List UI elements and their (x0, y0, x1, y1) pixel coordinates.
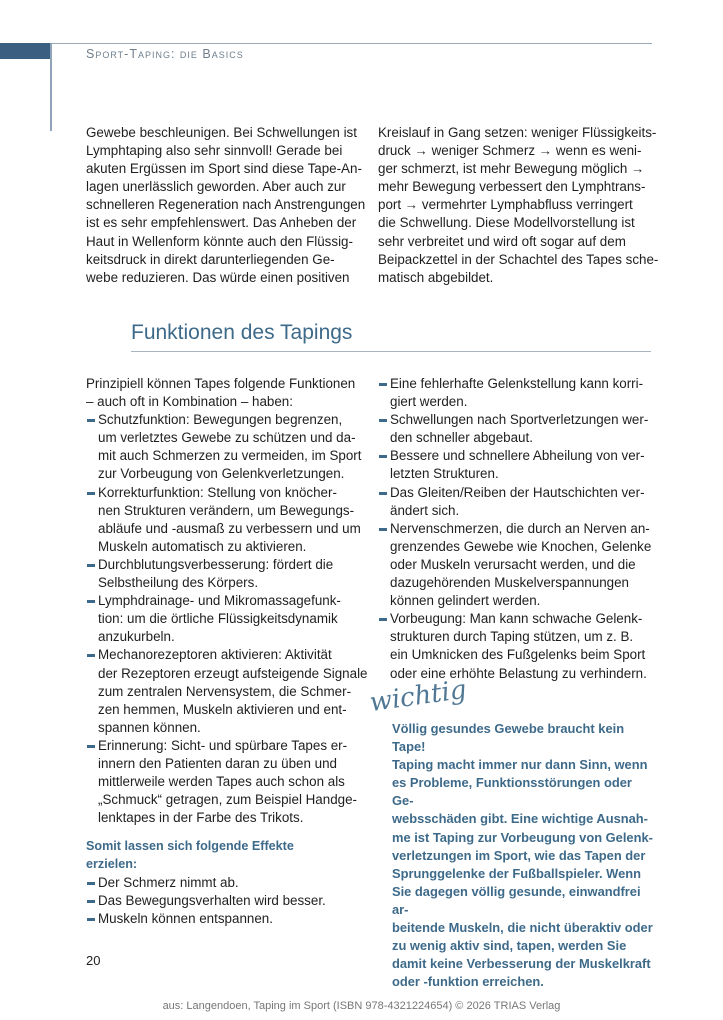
list-item: Das Bewegungsverhalten wird besser. (86, 892, 371, 910)
list-item: Der Schmerz nimmt ab. (86, 874, 371, 892)
note-label: wichtig (367, 674, 469, 718)
header-vertical-rule (50, 43, 52, 131)
effects-list (86, 874, 371, 928)
list-item: Bessere und schnellere Abheilung von ver- letzten Strukturen. (378, 447, 668, 483)
list-item: Muskeln können entspannen. (86, 910, 371, 928)
list-item: Das Gleiten/Reiben der Hautschichten ver- ändert sich. (378, 484, 668, 520)
list-item: Durchblutungsverbesserung: fördert die Selbstheilung des Körpers. (86, 556, 371, 592)
functions-list-left (86, 411, 371, 827)
header-accent-bar (0, 43, 50, 59)
list-item: Vorbeugung: Man kann schwache Gelenk- strukturen durch Taping stützen, um z. B. ein Umknicken des Fußgelenks beim Sport oder eine erhöhte Belastung zu verhindern. (378, 610, 668, 682)
functions-lead: Prinzipiell können Tapes folgende Funktionen – auch oft in Kombination – haben: (86, 376, 356, 410)
section-title: Funktionen des Tapings (131, 321, 353, 344)
intro-right-column (378, 124, 668, 287)
header-rule (52, 43, 652, 44)
list-item: Erinnerung: Sicht- und spürbare Tapes er- innern den Patienten daran zu üben und mittlerweile werden Tapes auch schon als „Schmuck“ getragen, zum Beispiel Handge- lenktapes in der Farbe des Trikots. (86, 737, 371, 827)
list-item: Schwellungen nach Sportverletzungen wer- den schneller abgebaut. (378, 411, 668, 447)
functions-left-column (86, 375, 371, 928)
page-number: 20 (86, 953, 101, 968)
list-item: Eine fehlerhafte Gelenkstellung kann korri- giert werden. (378, 375, 668, 411)
list-item: Mechanorezeptoren aktivieren: Aktivität der Rezeptoren erzeugt aufsteigende Signale zum zentralen Nervensystem, die Schmer- zen hemmen, Muskeln aktivieren und ent- spannen können. (86, 646, 371, 736)
functions-list-right (378, 375, 668, 683)
intro-left-column (86, 124, 366, 287)
list-item: Schutzfunktion: Bewegungen begrenzen, um verletztes Gewebe zu schützen und da- mit auch Schmerzen zu vermeiden, im Sport zur Vorbeugung von Gelenkverletzungen. (86, 411, 371, 483)
functions-right-column (378, 375, 668, 683)
list-item: Lymphdrainage- und Mikromassagefunk- tion: um die örtliche Flüssigkeitsdynamik anzukurbeln. (86, 592, 371, 646)
effects-heading: Somit lassen sich folgende Effekte erzielen: (86, 839, 294, 872)
important-note: Völlig gesundes Gewebe braucht kein Tape! Taping macht immer nur dann Sinn, wenn es Probleme, Funktionsstörungen oder Ge- websschäden gibt. Eine wichtige Ausnah- me ist Taping zur Vorbeugung von Gelenk- verletzungen im Sport, wie das Tapen der Sprunggelenke der Fußballspieler. Wenn Sie dagegen völlig gesunde, einwandfrei ar- beitende Muskeln, die nicht überaktiv oder zu wenig aktiv sind, tapen, werden Sie damit keine Verbesserung der Muskelkraft oder -funktion erreichen. (392, 721, 653, 990)
list-item: Korrekturfunktion: Stellung von knöcher- nen Strukturen verändern, um Bewegungs- abläufe und -ausmaß zu verbessern und um Muskeln automatisch zu aktivieren. (86, 484, 371, 556)
intro-right-text: Kreislauf in Gang setzen: weniger Flüssigkeits- druck → weniger Schmerz → wenn es weni- ger schmerzt, ist mehr Bewegung möglich → mehr Bewegung verbessert den Lymphtrans- port → vermehrter Lymphabfluss verringert die Schwellung. Diese Modellvorstellung ist sehr verbreitet und wird oft sogar auf dem Beipackzettel in der Schachtel des Tapes sche- matisch abgebildet. (378, 125, 659, 285)
section-rule (131, 351, 651, 352)
running-header: Sport-Taping: die Basics (86, 47, 244, 61)
list-item: Nervenschmerzen, die durch an Nerven an- grenzendes Gewebe wie Knochen, Gelenke oder Muskeln verursacht werden, und die dazugehörenden Muskelverspannungen können gelindert werden. (378, 520, 668, 610)
intro-left-text: Gewebe beschleunigen. Bei Schwellungen ist Lymphtaping also sehr sinnvoll! Gerade bei akuten Ergüssen im Sport sind diese Tape-An- lagen unerlässlich geworden. Aber auch zur schnelleren Regeneration nach Anstrengungen ist es sehr empfehlenswert. Das Anheben der Haut in Wellenform könnte auch den Flüssig- keitsdruck in direkt darunterliegenden Ge- webe reduzieren. Das würde einen positiven (86, 125, 366, 285)
footer-citation: aus: Langendoen, Taping im Sport (ISBN 978-4321224654) © 2026 TRIAS Verlag (162, 1000, 561, 1012)
